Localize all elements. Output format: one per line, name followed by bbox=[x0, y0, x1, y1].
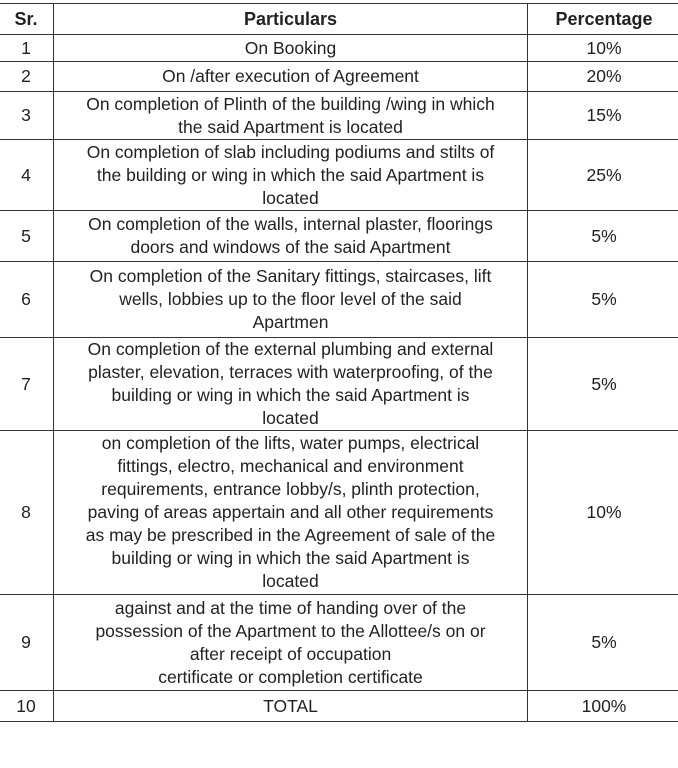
row-percentage: 100% bbox=[528, 691, 678, 722]
row-sr-number: 9 bbox=[0, 595, 54, 691]
particulars-line: on completion of the lifts, water pumps, electrical bbox=[101, 433, 480, 453]
row-sr-number: 2 bbox=[0, 62, 54, 92]
particulars-line: against and at the time of handing over of the bbox=[114, 597, 467, 618]
row-percentage: 5% bbox=[528, 595, 678, 691]
header-percentage: Percentage bbox=[528, 4, 678, 35]
payment-schedule-table bbox=[0, 3, 678, 722]
table-body bbox=[0, 35, 678, 722]
row-particulars bbox=[54, 262, 528, 338]
row-particulars bbox=[54, 62, 528, 92]
row-particulars bbox=[54, 35, 528, 62]
header-sr: Sr. bbox=[0, 4, 54, 35]
row-sr-number: 4 bbox=[0, 140, 54, 211]
row-sr-number: 3 bbox=[0, 92, 54, 140]
row-percentage: 5% bbox=[528, 338, 678, 431]
row-particulars bbox=[54, 338, 528, 431]
header-particulars: Particulars bbox=[54, 4, 528, 35]
row-percentage: 25% bbox=[528, 140, 678, 211]
row-particulars bbox=[54, 211, 528, 262]
particulars-line: as may be prescribed in the Agreement of sale of the bbox=[85, 525, 496, 545]
particulars-line: certificate or completion certificate bbox=[158, 666, 423, 687]
row-particulars bbox=[54, 431, 528, 595]
row-sr-number: 10 bbox=[0, 691, 54, 722]
particulars-line: On completion of Plinth of the building /wing in which bbox=[86, 93, 495, 114]
table-row bbox=[0, 691, 678, 722]
particulars-line: building or wing in which the said Apartment is bbox=[111, 385, 470, 405]
particulars-line: On completion of the Sanitary fittings, staircases, lift bbox=[89, 266, 492, 286]
row-sr-number: 6 bbox=[0, 262, 54, 338]
row-particulars bbox=[54, 691, 528, 722]
particulars-line: after receipt of occupation bbox=[189, 643, 392, 664]
row-percentage: 10% bbox=[528, 35, 678, 62]
row-particulars bbox=[54, 92, 528, 140]
particulars-line: doors and windows of the said Apartment bbox=[130, 237, 451, 257]
table-row bbox=[0, 92, 678, 140]
table-row bbox=[0, 431, 678, 595]
particulars-line: Apartmen bbox=[252, 312, 329, 332]
row-particulars bbox=[54, 140, 528, 211]
row-percentage: 5% bbox=[528, 211, 678, 262]
particulars-line: possession of the Apartment to the Allottee/s on or bbox=[95, 620, 486, 641]
particulars-line: located bbox=[262, 408, 319, 428]
row-sr-number: 7 bbox=[0, 338, 54, 431]
table-row bbox=[0, 262, 678, 338]
particulars-line: On completion of the external plumbing and external bbox=[87, 339, 494, 359]
table-row bbox=[0, 338, 678, 431]
table-row bbox=[0, 140, 678, 211]
particulars-line: On completion of slab including podiums and stilts of bbox=[86, 141, 495, 162]
row-sr-number: 5 bbox=[0, 211, 54, 262]
particulars-line: fittings, electro, mechanical and environment bbox=[117, 456, 464, 476]
particulars-line: located bbox=[262, 187, 319, 208]
particulars-line: On Booking bbox=[244, 37, 337, 58]
table-row bbox=[0, 211, 678, 262]
table-row bbox=[0, 62, 678, 92]
particulars-line: TOTAL bbox=[263, 695, 318, 716]
particulars-line: building or wing in which the said Apartment is bbox=[111, 548, 470, 568]
row-sr-number: 8 bbox=[0, 431, 54, 595]
row-percentage: 5% bbox=[528, 262, 678, 338]
particulars-line: located bbox=[262, 571, 319, 591]
table-row bbox=[0, 35, 678, 62]
particulars-line: plaster, elevation, terraces with waterproofing, of the bbox=[88, 362, 493, 382]
particulars-line: paving of areas appertain and all other requirements bbox=[87, 502, 494, 522]
particulars-line: On completion of the walls, internal plaster, floorings bbox=[88, 214, 493, 234]
particulars-line: the said Apartment is located bbox=[178, 116, 403, 137]
particulars-line: requirements, entrance lobby/s, plinth protection, bbox=[101, 479, 480, 499]
table-row bbox=[0, 595, 678, 691]
row-percentage: 15% bbox=[528, 92, 678, 140]
particulars-line: the building or wing in which the said Apartment is bbox=[96, 164, 485, 185]
table-header-row bbox=[0, 4, 678, 35]
particulars-line: On /after execution of Agreement bbox=[162, 66, 419, 86]
row-percentage: 20% bbox=[528, 62, 678, 92]
row-percentage: 10% bbox=[528, 431, 678, 595]
row-particulars bbox=[54, 595, 528, 691]
particulars-line: wells, lobbies up to the floor level of the said bbox=[119, 289, 462, 309]
row-sr-number: 1 bbox=[0, 35, 54, 62]
